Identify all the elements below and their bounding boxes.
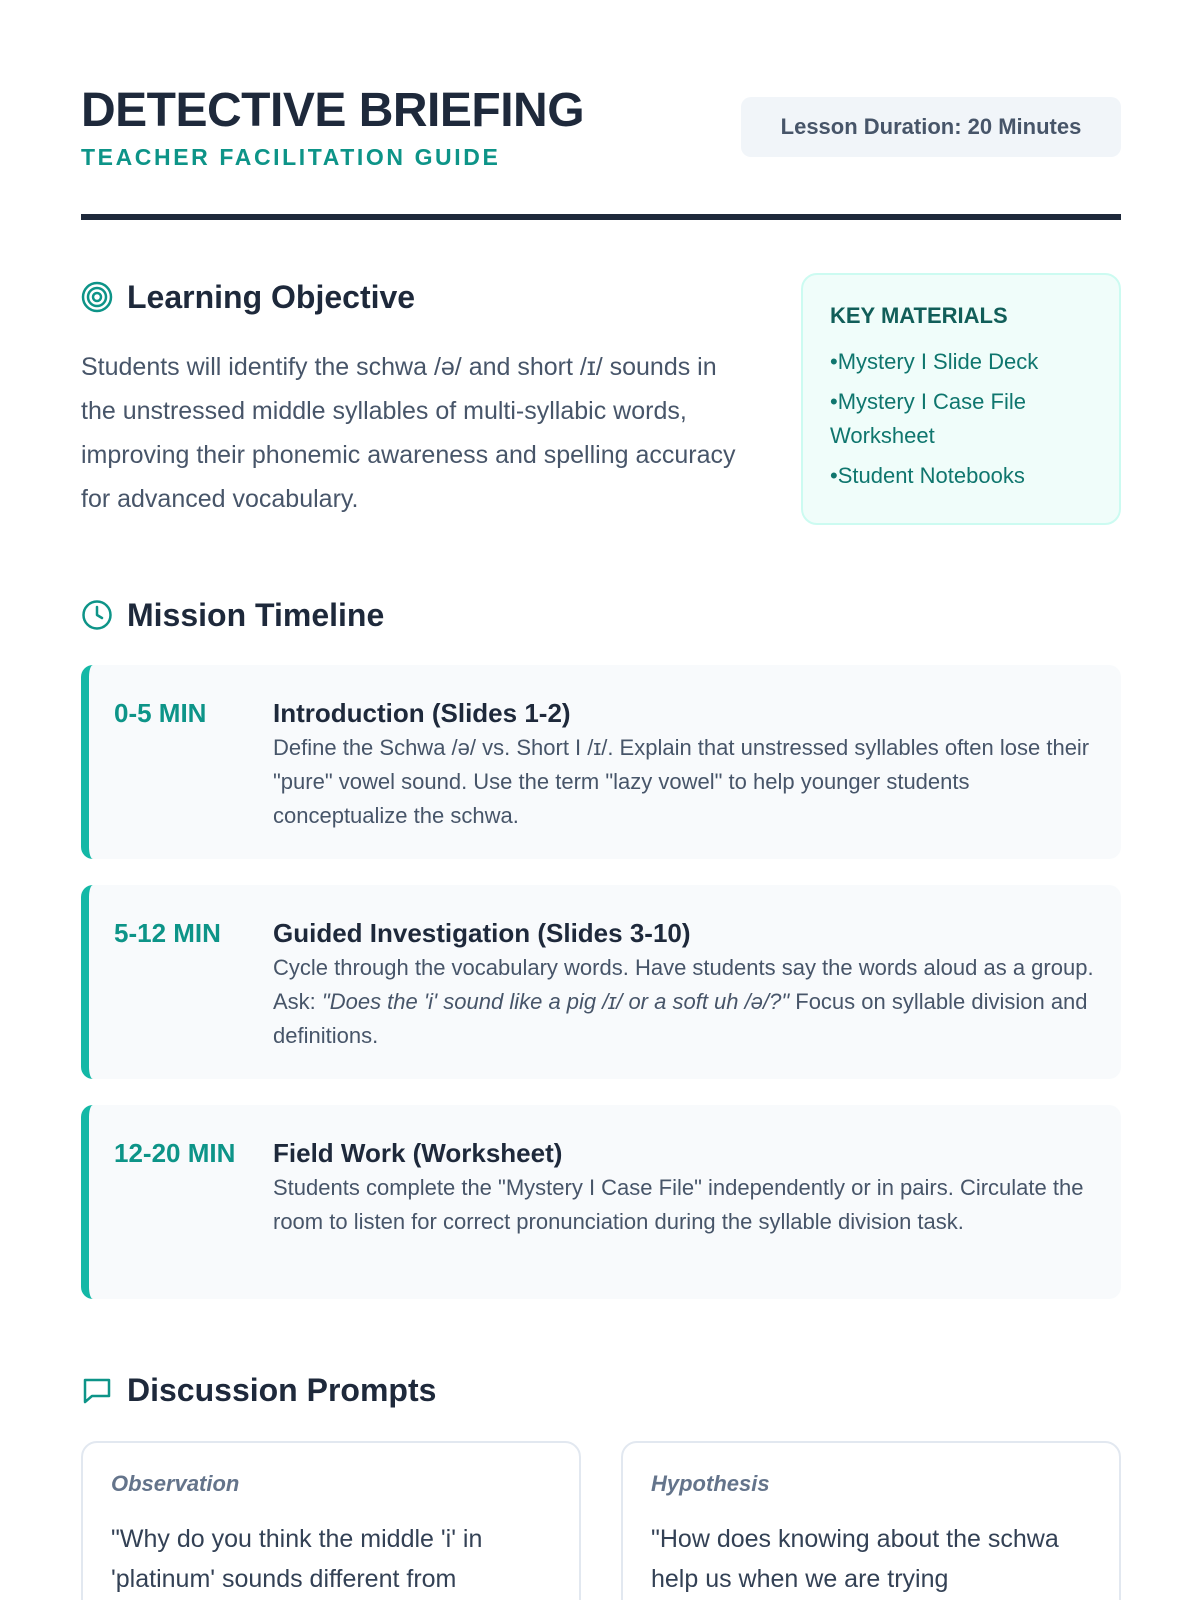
timeline-title: Field Work (Worksheet) <box>273 1138 563 1168</box>
discussion-prompts <box>81 1441 1121 1600</box>
timeline-title: Guided Investigation (Slides 3-10) <box>273 918 691 948</box>
discussion-heading: Discussion Prompts <box>127 1372 437 1408</box>
timeline-desc-quote: "Does the 'i' sound like a pig /ɪ/ or a soft uh /ə/?" <box>321 989 790 1014</box>
page-subtitle: TEACHER FACILITATION GUIDE <box>81 144 501 170</box>
prompt-card <box>81 1441 581 1600</box>
page-title: DETECTIVE BRIEFING <box>81 84 585 137</box>
material-item: • Mystery I Slide Deck <box>830 345 1093 379</box>
prompt-card <box>621 1441 1121 1600</box>
objective-section <box>81 273 1121 528</box>
prompt-label: Hypothesis <box>651 1471 770 1496</box>
timeline-item <box>81 665 1121 859</box>
teacher-guide-page <box>81 0 1121 1593</box>
timeline-desc-text: Cycle through the vocabulary words. Have students say the words aloud as a group. Ask: <box>273 955 1094 1014</box>
material-item: • Student Notebooks <box>830 459 1093 493</box>
material-item: • Mystery I Case File Worksheet <box>830 385 1093 453</box>
timeline-description: Define the Schwa /ə/ vs. Short I /ɪ/. Explain that unstressed syllables often lose their "pure" vowel sound. Use the term "lazy vowel" to help younger students conceptualize the schwa. <box>273 735 1090 828</box>
timeline-time: 12-20 MIN <box>114 1138 236 1168</box>
timeline-item <box>81 885 1121 1079</box>
timeline-desc-text: Focus on syllable division and definitions. <box>273 989 1088 1048</box>
page-header <box>81 0 1121 222</box>
mission-timeline <box>81 665 1121 1325</box>
objective-heading: Learning Objective <box>127 279 416 315</box>
key-materials-box <box>801 273 1121 525</box>
timeline-title: Introduction (Slides 1-2) <box>273 698 571 728</box>
timeline-description: Students complete the "Mystery I Case File" independently or in pairs. Circulate the room to listen for correct pronunciation during the syllable division task. <box>273 1175 1084 1234</box>
timeline-description <box>273 951 1097 1053</box>
chat-icon <box>81 1374 113 1406</box>
discussion-heading-row <box>81 1366 436 1414</box>
prompt-text: "Why do you think the middle 'i' in 'platinum' sounds different from <box>111 1525 483 1593</box>
objective-text: Students will identify the schwa /ə/ and short /ɪ/ sounds in the unstressed middle syllables of multi-syllabic words, improving their phonemic awareness and spelling accuracy for advanced vocabulary. <box>81 353 736 513</box>
timeline-heading-row <box>81 591 384 639</box>
clock-icon <box>81 599 113 631</box>
timeline-item <box>81 1105 1121 1299</box>
target-icon <box>81 281 113 313</box>
prompt-text: "How does knowing about the schwa help us when we are trying <box>651 1525 1059 1593</box>
timeline-time: 5-12 MIN <box>114 918 221 948</box>
timeline-body <box>273 1135 1097 1239</box>
key-materials-heading: KEY MATERIALS <box>830 303 1008 328</box>
timeline-body <box>273 915 1097 1053</box>
header-divider <box>81 214 1121 220</box>
timeline-heading: Mission Timeline <box>127 597 385 633</box>
duration-badge: Lesson Duration: 20 Minutes <box>741 97 1121 157</box>
timeline-time: 0-5 MIN <box>114 698 207 728</box>
prompt-label: Observation <box>111 1471 240 1496</box>
timeline-body <box>273 695 1097 833</box>
key-materials-list <box>830 345 1093 493</box>
